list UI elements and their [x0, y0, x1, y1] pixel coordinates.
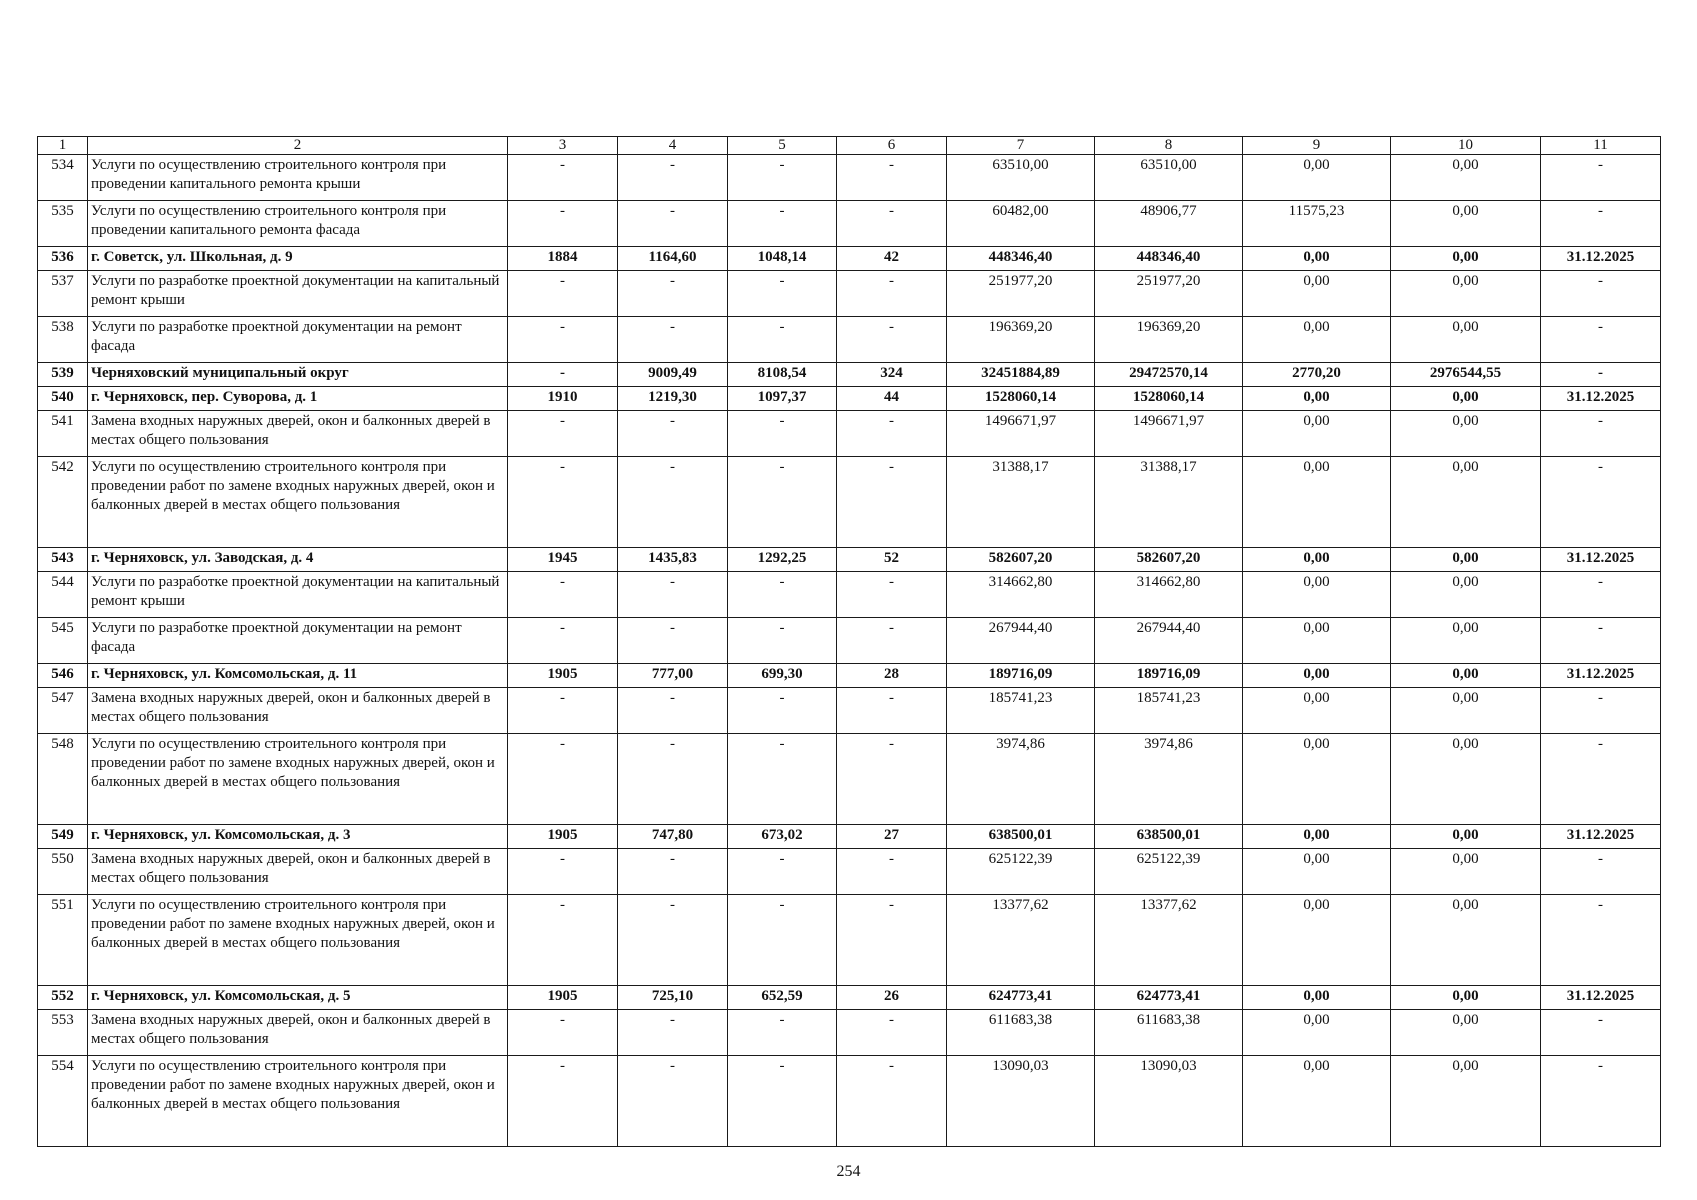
- row-number-cell: 548: [38, 734, 88, 825]
- total-cost-cell: 32451884,89: [947, 363, 1095, 387]
- row-number-cell: 550: [38, 849, 88, 895]
- item-name-cell: Услуги по осуществлению строительного контроля при проведении работ по замене входных наружных дверей, окон и балконных дверей в местах общего пользования: [88, 895, 508, 986]
- row-number-cell: 554: [38, 1056, 88, 1147]
- residents-cell: -: [837, 734, 947, 825]
- year-cell: 1945: [508, 548, 618, 572]
- column-number-header: 3: [508, 137, 618, 155]
- total-cost-cell: 611683,38: [947, 1010, 1095, 1056]
- owners-cell: 0,00: [1391, 849, 1541, 895]
- owners-cell: 0,00: [1391, 387, 1541, 411]
- total-area-cell: -: [618, 271, 728, 317]
- item-name-cell: г. Черняховск, ул. Комсомольская, д. 3: [88, 825, 508, 849]
- living-area-cell: 1292,25: [728, 548, 837, 572]
- total-area-cell: -: [618, 1010, 728, 1056]
- total-cost-cell: 624773,41: [947, 986, 1095, 1010]
- residents-cell: 324: [837, 363, 947, 387]
- owners-cell: 0,00: [1391, 618, 1541, 664]
- table-row: [38, 1056, 1661, 1147]
- regional-fund-cell: 1528060,14: [1095, 387, 1243, 411]
- living-area-cell: -: [728, 572, 837, 618]
- column-number-header: 1: [38, 137, 88, 155]
- regional-fund-cell: 185741,23: [1095, 688, 1243, 734]
- residents-cell: 44: [837, 387, 947, 411]
- residents-cell: -: [837, 572, 947, 618]
- item-name-cell: Услуги по осуществлению строительного контроля при проведении работ по замене входных наружных дверей, окон и балконных дверей в местах общего пользования: [88, 734, 508, 825]
- regional-fund-cell: 13090,03: [1095, 1056, 1243, 1147]
- regional-fund-cell: 29472570,14: [1095, 363, 1243, 387]
- living-area-cell: -: [728, 895, 837, 986]
- year-cell: 1905: [508, 825, 618, 849]
- row-number-cell: 543: [38, 548, 88, 572]
- item-name-cell: г. Советск, ул. Школьная, д. 9: [88, 247, 508, 271]
- budget-cell: 0,00: [1243, 317, 1391, 363]
- budget-cell: 0,00: [1243, 664, 1391, 688]
- deadline-cell: -: [1541, 411, 1661, 457]
- column-number-header: 4: [618, 137, 728, 155]
- deadline-cell: 31.12.2025: [1541, 825, 1661, 849]
- total-area-cell: -: [618, 201, 728, 247]
- total-cost-cell: 625122,39: [947, 849, 1095, 895]
- column-number-row: [38, 137, 1661, 155]
- total-area-cell: -: [618, 155, 728, 201]
- owners-cell: 0,00: [1391, 986, 1541, 1010]
- budget-cell: 0,00: [1243, 387, 1391, 411]
- table-body: [38, 137, 1661, 1147]
- total-area-cell: -: [618, 457, 728, 548]
- regional-fund-cell: 624773,41: [1095, 986, 1243, 1010]
- total-cost-cell: 448346,40: [947, 247, 1095, 271]
- row-number-cell: 552: [38, 986, 88, 1010]
- year-cell: -: [508, 1056, 618, 1147]
- item-name-cell: г. Черняховск, пер. Суворова, д. 1: [88, 387, 508, 411]
- residents-cell: -: [837, 688, 947, 734]
- regional-fund-cell: 196369,20: [1095, 317, 1243, 363]
- living-area-cell: -: [728, 849, 837, 895]
- regional-fund-cell: 625122,39: [1095, 849, 1243, 895]
- deadline-cell: -: [1541, 155, 1661, 201]
- regional-fund-cell: 251977,20: [1095, 271, 1243, 317]
- owners-cell: 0,00: [1391, 201, 1541, 247]
- living-area-cell: -: [728, 271, 837, 317]
- residents-cell: 28: [837, 664, 947, 688]
- row-number-cell: 535: [38, 201, 88, 247]
- residents-cell: 42: [837, 247, 947, 271]
- total-cost-cell: 60482,00: [947, 201, 1095, 247]
- column-number-header: 5: [728, 137, 837, 155]
- living-area-cell: -: [728, 618, 837, 664]
- living-area-cell: 699,30: [728, 664, 837, 688]
- budget-cell: 0,00: [1243, 572, 1391, 618]
- year-cell: -: [508, 1010, 618, 1056]
- owners-cell: 0,00: [1391, 317, 1541, 363]
- row-number-cell: 542: [38, 457, 88, 548]
- item-name-cell: Замена входных наружных дверей, окон и балконных дверей в местах общего пользования: [88, 688, 508, 734]
- residents-cell: -: [837, 1010, 947, 1056]
- year-cell: 1905: [508, 664, 618, 688]
- deadline-cell: -: [1541, 201, 1661, 247]
- budget-cell: 0,00: [1243, 618, 1391, 664]
- owners-cell: 0,00: [1391, 734, 1541, 825]
- deadline-cell: 31.12.2025: [1541, 387, 1661, 411]
- regional-fund-cell: 3974,86: [1095, 734, 1243, 825]
- row-number-cell: 546: [38, 664, 88, 688]
- table-row: [38, 734, 1661, 825]
- item-name-cell: Замена входных наружных дверей, окон и балконных дверей в местах общего пользования: [88, 411, 508, 457]
- residents-cell: 26: [837, 986, 947, 1010]
- total-area-cell: -: [618, 734, 728, 825]
- total-area-cell: 9009,49: [618, 363, 728, 387]
- total-area-cell: 1219,30: [618, 387, 728, 411]
- owners-cell: 0,00: [1391, 688, 1541, 734]
- item-name-cell: Замена входных наружных дверей, окон и балконных дверей в местах общего пользования: [88, 1010, 508, 1056]
- living-area-cell: -: [728, 457, 837, 548]
- year-cell: -: [508, 271, 618, 317]
- living-area-cell: 8108,54: [728, 363, 837, 387]
- total-area-cell: -: [618, 572, 728, 618]
- total-area-cell: 1164,60: [618, 247, 728, 271]
- owners-cell: 0,00: [1391, 572, 1541, 618]
- row-number-cell: 544: [38, 572, 88, 618]
- living-area-cell: -: [728, 1056, 837, 1147]
- budget-cell: 0,00: [1243, 895, 1391, 986]
- regional-fund-cell: 638500,01: [1095, 825, 1243, 849]
- registry-table: [37, 136, 1661, 1147]
- column-number-header: 11: [1541, 137, 1661, 155]
- item-name-cell: Услуги по разработке проектной документации на ремонт фасада: [88, 618, 508, 664]
- column-number-header: 7: [947, 137, 1095, 155]
- column-number-header: 9: [1243, 137, 1391, 155]
- page-number: 254: [836, 1163, 861, 1180]
- budget-cell: 0,00: [1243, 411, 1391, 457]
- item-name-cell: Услуги по осуществлению строительного контроля при проведении капитального ремонта фасада: [88, 201, 508, 247]
- year-cell: 1884: [508, 247, 618, 271]
- owners-cell: 0,00: [1391, 664, 1541, 688]
- total-area-cell: -: [618, 688, 728, 734]
- year-cell: -: [508, 363, 618, 387]
- owners-cell: 0,00: [1391, 825, 1541, 849]
- total-cost-cell: 1496671,97: [947, 411, 1095, 457]
- row-number-cell: 540: [38, 387, 88, 411]
- total-cost-cell: 185741,23: [947, 688, 1095, 734]
- row-number-cell: 536: [38, 247, 88, 271]
- total-area-cell: -: [618, 1056, 728, 1147]
- living-area-cell: -: [728, 155, 837, 201]
- budget-cell: 0,00: [1243, 849, 1391, 895]
- budget-cell: 0,00: [1243, 271, 1391, 317]
- deadline-cell: -: [1541, 688, 1661, 734]
- total-cost-cell: 31388,17: [947, 457, 1095, 548]
- table-row: [38, 895, 1661, 986]
- year-cell: -: [508, 155, 618, 201]
- table-row: [38, 411, 1661, 457]
- living-area-cell: 1048,14: [728, 247, 837, 271]
- deadline-cell: 31.12.2025: [1541, 986, 1661, 1010]
- table-row: [38, 201, 1661, 247]
- item-name-cell: г. Черняховск, ул. Комсомольская, д. 11: [88, 664, 508, 688]
- year-cell: -: [508, 572, 618, 618]
- living-area-cell: -: [728, 688, 837, 734]
- residents-cell: -: [837, 618, 947, 664]
- deadline-cell: 31.12.2025: [1541, 247, 1661, 271]
- total-cost-cell: 13377,62: [947, 895, 1095, 986]
- deadline-cell: 31.12.2025: [1541, 664, 1661, 688]
- deadline-cell: -: [1541, 572, 1661, 618]
- living-area-cell: -: [728, 734, 837, 825]
- deadline-cell: -: [1541, 618, 1661, 664]
- budget-cell: 0,00: [1243, 548, 1391, 572]
- deadline-cell: -: [1541, 734, 1661, 825]
- budget-cell: 11575,23: [1243, 201, 1391, 247]
- total-area-cell: 747,80: [618, 825, 728, 849]
- owners-cell: 0,00: [1391, 247, 1541, 271]
- residents-cell: -: [837, 411, 947, 457]
- table-row: [38, 825, 1661, 849]
- residents-cell: -: [837, 271, 947, 317]
- regional-fund-cell: 13377,62: [1095, 895, 1243, 986]
- owners-cell: 0,00: [1391, 411, 1541, 457]
- total-cost-cell: 267944,40: [947, 618, 1095, 664]
- budget-cell: 0,00: [1243, 1010, 1391, 1056]
- table-row: [38, 271, 1661, 317]
- living-area-cell: -: [728, 201, 837, 247]
- budget-cell: 0,00: [1243, 688, 1391, 734]
- owners-cell: 0,00: [1391, 271, 1541, 317]
- regional-fund-cell: 189716,09: [1095, 664, 1243, 688]
- residents-cell: -: [837, 201, 947, 247]
- total-cost-cell: 1528060,14: [947, 387, 1095, 411]
- deadline-cell: -: [1541, 1056, 1661, 1147]
- column-number-header: 2: [88, 137, 508, 155]
- total-area-cell: -: [618, 317, 728, 363]
- regional-fund-cell: 611683,38: [1095, 1010, 1243, 1056]
- row-number-cell: 534: [38, 155, 88, 201]
- owners-cell: 2976544,55: [1391, 363, 1541, 387]
- total-cost-cell: 3974,86: [947, 734, 1095, 825]
- item-name-cell: Услуги по разработке проектной документации на капитальный ремонт крыши: [88, 572, 508, 618]
- year-cell: -: [508, 317, 618, 363]
- regional-fund-cell: 267944,40: [1095, 618, 1243, 664]
- budget-cell: 0,00: [1243, 734, 1391, 825]
- row-number-cell: 549: [38, 825, 88, 849]
- table-row: [38, 618, 1661, 664]
- table-row: [38, 986, 1661, 1010]
- deadline-cell: -: [1541, 363, 1661, 387]
- table-row: [38, 849, 1661, 895]
- total-cost-cell: 196369,20: [947, 317, 1095, 363]
- total-area-cell: 1435,83: [618, 548, 728, 572]
- row-number-cell: 553: [38, 1010, 88, 1056]
- budget-cell: 0,00: [1243, 1056, 1391, 1147]
- year-cell: 1905: [508, 986, 618, 1010]
- budget-cell: 0,00: [1243, 247, 1391, 271]
- regional-fund-cell: 31388,17: [1095, 457, 1243, 548]
- item-name-cell: Замена входных наружных дверей, окон и балконных дверей в местах общего пользования: [88, 849, 508, 895]
- row-number-cell: 547: [38, 688, 88, 734]
- living-area-cell: -: [728, 317, 837, 363]
- item-name-cell: Черняховский муниципальный округ: [88, 363, 508, 387]
- living-area-cell: 652,59: [728, 986, 837, 1010]
- table-row: [38, 572, 1661, 618]
- total-area-cell: -: [618, 411, 728, 457]
- total-cost-cell: 314662,80: [947, 572, 1095, 618]
- living-area-cell: 1097,37: [728, 387, 837, 411]
- column-number-header: 10: [1391, 137, 1541, 155]
- table-row: [38, 155, 1661, 201]
- total-area-cell: -: [618, 849, 728, 895]
- table-row: [38, 548, 1661, 572]
- total-cost-cell: 638500,01: [947, 825, 1095, 849]
- owners-cell: 0,00: [1391, 155, 1541, 201]
- budget-cell: 0,00: [1243, 155, 1391, 201]
- year-cell: -: [508, 411, 618, 457]
- owners-cell: 0,00: [1391, 1056, 1541, 1147]
- item-name-cell: г. Черняховск, ул. Комсомольская, д. 5: [88, 986, 508, 1010]
- residents-cell: -: [837, 849, 947, 895]
- deadline-cell: 31.12.2025: [1541, 548, 1661, 572]
- total-area-cell: 725,10: [618, 986, 728, 1010]
- living-area-cell: 673,02: [728, 825, 837, 849]
- item-name-cell: Услуги по осуществлению строительного контроля при проведении капитального ремонта крыши: [88, 155, 508, 201]
- residents-cell: -: [837, 317, 947, 363]
- deadline-cell: -: [1541, 457, 1661, 548]
- residents-cell: -: [837, 895, 947, 986]
- total-cost-cell: 251977,20: [947, 271, 1095, 317]
- row-number-cell: 539: [38, 363, 88, 387]
- item-name-cell: Услуги по осуществлению строительного контроля при проведении работ по замене входных наружных дверей, окон и балконных дверей в местах общего пользования: [88, 1056, 508, 1147]
- total-cost-cell: 63510,00: [947, 155, 1095, 201]
- total-area-cell: 777,00: [618, 664, 728, 688]
- regional-fund-cell: 582607,20: [1095, 548, 1243, 572]
- regional-fund-cell: 48906,77: [1095, 201, 1243, 247]
- residents-cell: 52: [837, 548, 947, 572]
- budget-cell: 0,00: [1243, 825, 1391, 849]
- column-number-header: 8: [1095, 137, 1243, 155]
- living-area-cell: -: [728, 411, 837, 457]
- row-number-cell: 545: [38, 618, 88, 664]
- column-number-header: 6: [837, 137, 947, 155]
- item-name-cell: Услуги по осуществлению строительного контроля при проведении работ по замене входных наружных дверей, окон и балконных дверей в местах общего пользования: [88, 457, 508, 548]
- owners-cell: 0,00: [1391, 1010, 1541, 1056]
- item-name-cell: Услуги по разработке проектной документации на капитальный ремонт крыши: [88, 271, 508, 317]
- budget-cell: 0,00: [1243, 986, 1391, 1010]
- year-cell: 1910: [508, 387, 618, 411]
- year-cell: -: [508, 734, 618, 825]
- residents-cell: 27: [837, 825, 947, 849]
- year-cell: -: [508, 688, 618, 734]
- regional-fund-cell: 314662,80: [1095, 572, 1243, 618]
- table-row: [38, 664, 1661, 688]
- item-name-cell: Услуги по разработке проектной документации на ремонт фасада: [88, 317, 508, 363]
- living-area-cell: -: [728, 1010, 837, 1056]
- regional-fund-cell: 448346,40: [1095, 247, 1243, 271]
- regional-fund-cell: 63510,00: [1095, 155, 1243, 201]
- owners-cell: 0,00: [1391, 457, 1541, 548]
- year-cell: -: [508, 618, 618, 664]
- table-row: [38, 1010, 1661, 1056]
- total-cost-cell: 13090,03: [947, 1056, 1095, 1147]
- budget-cell: 2770,20: [1243, 363, 1391, 387]
- regional-fund-cell: 1496671,97: [1095, 411, 1243, 457]
- table-row: [38, 688, 1661, 734]
- budget-cell: 0,00: [1243, 457, 1391, 548]
- deadline-cell: -: [1541, 849, 1661, 895]
- owners-cell: 0,00: [1391, 895, 1541, 986]
- row-number-cell: 551: [38, 895, 88, 986]
- residents-cell: -: [837, 155, 947, 201]
- row-number-cell: 538: [38, 317, 88, 363]
- deadline-cell: -: [1541, 1010, 1661, 1056]
- year-cell: -: [508, 457, 618, 548]
- year-cell: -: [508, 895, 618, 986]
- total-cost-cell: 189716,09: [947, 664, 1095, 688]
- total-area-cell: -: [618, 618, 728, 664]
- table-row: [38, 247, 1661, 271]
- deadline-cell: -: [1541, 271, 1661, 317]
- year-cell: -: [508, 201, 618, 247]
- row-number-cell: 537: [38, 271, 88, 317]
- deadline-cell: -: [1541, 895, 1661, 986]
- residents-cell: -: [837, 457, 947, 548]
- deadline-cell: -: [1541, 317, 1661, 363]
- table-row: [38, 363, 1661, 387]
- row-number-cell: 541: [38, 411, 88, 457]
- table-row: [38, 457, 1661, 548]
- owners-cell: 0,00: [1391, 548, 1541, 572]
- table-row: [38, 387, 1661, 411]
- residents-cell: -: [837, 1056, 947, 1147]
- total-area-cell: -: [618, 895, 728, 986]
- table-row: [38, 317, 1661, 363]
- year-cell: -: [508, 849, 618, 895]
- item-name-cell: г. Черняховск, ул. Заводская, д. 4: [88, 548, 508, 572]
- total-cost-cell: 582607,20: [947, 548, 1095, 572]
